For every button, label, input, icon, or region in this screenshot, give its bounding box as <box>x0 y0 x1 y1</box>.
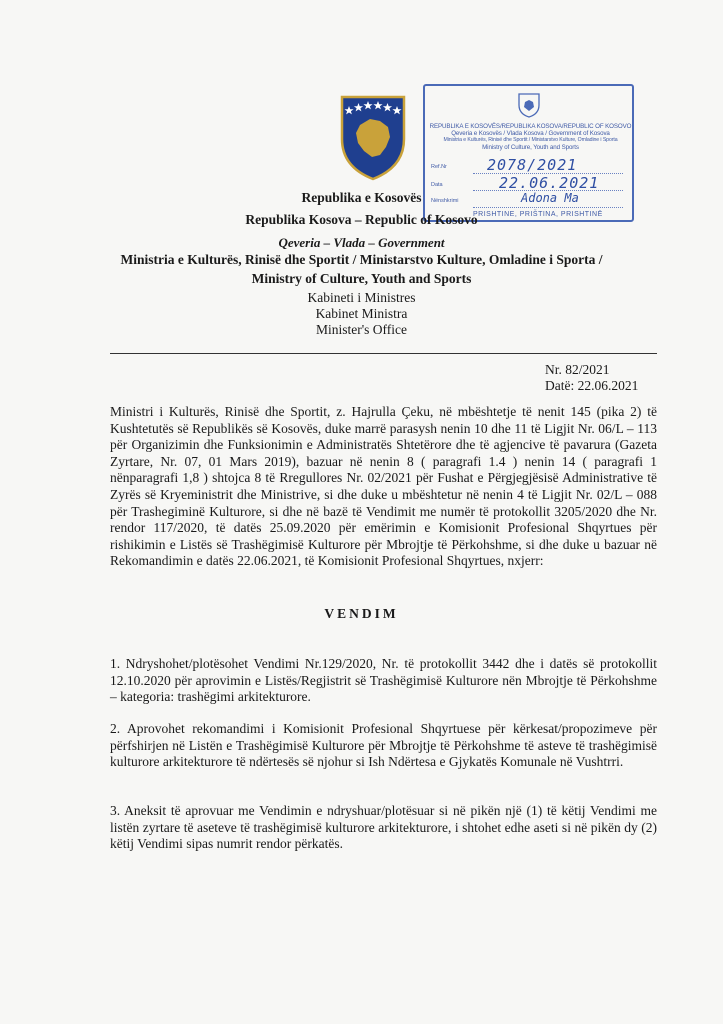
stamp-signature: Adona Ma <box>521 191 579 205</box>
header-divider <box>110 353 657 354</box>
document-number: Nr. 82/2021 <box>545 362 610 377</box>
office-albanian: Kabineti i Ministres <box>307 290 416 305</box>
stamp-date-value: 22.06.2021 <box>499 174 600 192</box>
decision-point-3: 3. Aneksit të aprovuar me Vendimin e ndryshuar/plotësuar si në pikën një (1) të këtij Vendimi me listën zyrtare të aseteve të trashëgimisë kulturore arkitekturore, i shtohet edhe aseti si në pikën dy (2) këtij Vendimi sipas numrit rendor përkatës. <box>110 803 657 852</box>
office-english: Minister's Office <box>315 322 408 337</box>
government-line: Qeveria – Vlada – Government <box>278 235 445 250</box>
stamp-ref-value: 2078/2021 <box>487 156 578 174</box>
decision-point-2: 2. Aprovohet rekomandimi i Komisionit Profesional Shqyrtuese për kërkesat/propozimeve për përfshirjen në Listën e Trashëgimisë Kulturore për Mbrojtje të Përkohshme të asteve të trashëgimisë kulturore arkitekturore të ndërtesës së njohur si Ish Ndërtesa e Gjykatës Komunale në Vushtrri. <box>110 721 657 770</box>
intro-paragraph: Ministri i Kulturës, Rinisë dhe Sportit, z. Hajrulla Çeku, në mbështetje të nenit 145 (pika 2) të Kushtetutës së Republikës së Kosovës, duke marrë parasysh nenin 10 dhe 11 të Ligjit Nr. 06/L – 113 për Organizimin dhe Funksionimin e Administratës Shtetërore dhe të agjencive të pavarura (Gazeta Zyrtare, Nr. 07, 01 Mars 2019), bazuar në nenin 8 ( paragrafi 1.4 ) nenin 14 ( paragrafi 1 nënparagrafi 1,8 ) shtojca 8 të Rregullores Nr. 02/2021 për Fushat e Përgjegjësisë Administrative të Zyrës së Kryeministrit dhe Ministrive, si dhe duke u mbështetur në nenin 4 të Ligjit Nr. 02/L – 088 për Trashegiminë Kulturore, si dhe në bazë të Vendimit me numër të protokollit 3205/2020 dhe Nr. rendor 117/2020, të datës 25.09.2020 për emërimin e Komisionit Profesional Shqyrtues për rishikimin e Listës së Trashëgimisë Kulturore për Mbrojtje të Përkohshme, si dhe duke u bazuar në Rekomandimin e datës 22.06.2021, të Komisionit Profesional Shqyrtues, nxjerr: <box>110 404 657 569</box>
document-number-block <box>545 362 638 394</box>
republic-albanian: Republika e Kosovës <box>301 190 422 205</box>
decision-point-1: 1. Ndryshohet/plotësohet Vendimi Nr.129/2020, Nr. të protokollit 3442 dhe i datës së protokollit 12.10.2020 për aprovimin e Listës/Regjistrit së Trashëgimisë Kulturore nën Mbrojtje të Përkohshme – kategoria: trashëgimi arkitekturore. <box>110 656 657 705</box>
kosovo-coat-of-arms-icon <box>340 95 406 181</box>
ministry-name-en: Ministry of Culture, Youth and Sports <box>251 271 472 286</box>
stamp-date-label: Data <box>431 182 443 188</box>
stamp-sign-label: Nënshkrimi <box>431 198 459 204</box>
stamp-emblem-icon <box>517 92 541 118</box>
ministry-name-al-sr: Ministria e Kulturës, Rinisë dhe Sportit / Ministarstvo Kulture, Omladine i Sporta / <box>120 252 603 267</box>
office-serbian: Kabinet Ministra <box>315 306 408 321</box>
stamp-line-3: Ministria e Kulturës, Rinisë dhe Sportit / Ministarstvo Kulture, Omladine i Sporta <box>443 137 618 143</box>
republic-serbian-english: Republika Kosova – Republic of Kosovo <box>245 212 478 227</box>
stamp-line-2: Qeveria e Kosovës / Vlada Kosova / Government of Kosova <box>451 130 610 137</box>
stamp-footer: PRISHTINE, PRIŠTINA, PRISHTINË <box>473 211 603 218</box>
stamp-ref-label: Ref.Nr <box>431 164 447 170</box>
document-date: Datë: 22.06.2021 <box>545 378 639 393</box>
stamp-line-1: REPUBLIKA E KOSOVËS/REPUBLIKA KOSOVA/REPUBLIC OF KOSOVO <box>429 123 632 130</box>
document-title: VENDIM <box>324 606 399 621</box>
stamp-line-4: Ministry of Culture, Youth and Sports <box>482 144 579 151</box>
